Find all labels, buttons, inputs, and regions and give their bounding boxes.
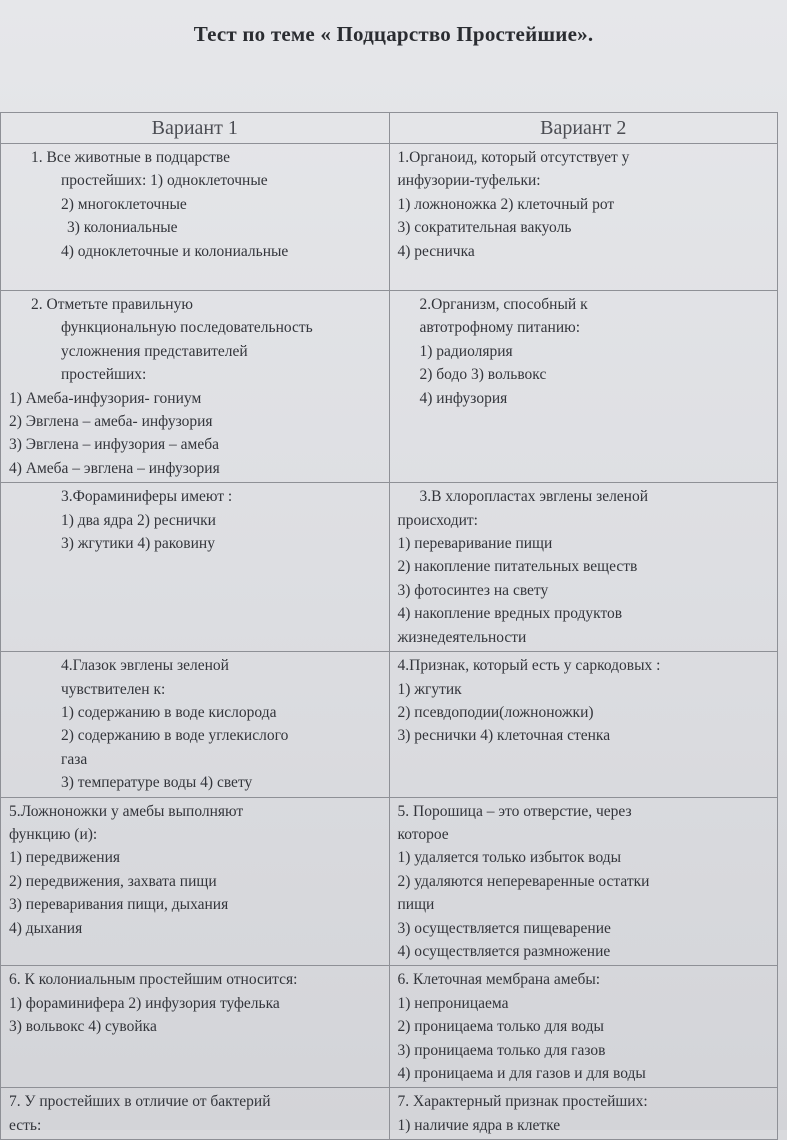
question-line: функцию (и): (9, 825, 98, 843)
variant-1-cell (1, 652, 390, 797)
question-line: 2.Организм, способный к (419, 296, 588, 313)
question-line: 1) радиолярия (419, 342, 513, 360)
test-table (0, 112, 778, 1140)
question-line: жизнедеятельности (397, 628, 527, 646)
question-line: 3.Фораминиферы имеют : (61, 488, 233, 506)
page-title: Тест по теме « Подцарство Простейшие». (193, 22, 594, 46)
question-line: 2) проницаема только для воды (397, 1018, 604, 1036)
question-line: газа (61, 750, 88, 768)
question-line: 1) переваривание пищи (397, 535, 553, 553)
question-line: 6. Клеточная мембрана амебы: (397, 971, 601, 989)
question-line: функциональную последовательность (61, 319, 313, 337)
variant-2-header: Вариант 2 (389, 113, 778, 144)
question-line: 2. Отметьте правильную (31, 296, 193, 313)
question-line: 1) непроницаема (397, 994, 509, 1012)
question-line: 4) ресничка (397, 242, 475, 260)
question-line: 3) жгутики 4) раковину (61, 535, 215, 553)
question-line: 7. У простейших в отличие от бактерий (9, 1093, 271, 1111)
variant-1-cell (1, 966, 390, 1088)
question-line: 1) жгутик (397, 680, 462, 698)
question-line: автотрофному питанию: (419, 319, 581, 337)
question-line: 3) колониальные (67, 219, 178, 237)
variant-2-cell (389, 797, 778, 966)
variant-1-cell (1, 483, 390, 652)
question-line: 3) осуществляется пищеварение (397, 919, 611, 937)
question-line: 1) передвижения (9, 849, 120, 867)
question-line: чувствителен к: (61, 680, 166, 698)
question-line: 1) содержанию в воде кислорода (61, 703, 277, 721)
question-line: 2) удаляются непереваренные остатки (397, 872, 650, 890)
question-line: 2) псевдоподии(ложноножки) (397, 703, 594, 721)
question-line: 1) Амеба-инфузория- гониум (9, 389, 202, 407)
question-row (1, 483, 778, 652)
question-row (1, 144, 778, 291)
question-line: 5.Ложноножки у амебы выполняют (9, 802, 244, 820)
question-line: 2) многоклеточные (61, 195, 187, 213)
question-line: пищи (397, 896, 435, 914)
question-line: 7. Характерный признак простейших: (397, 1093, 648, 1111)
question-line: которое (397, 825, 449, 843)
question-line: происходит: (397, 511, 478, 529)
variant-2-cell (389, 652, 778, 797)
question-line: 3) проницаема только для газов (397, 1041, 606, 1059)
question-line: 2) бодо 3) вольвокс (419, 366, 547, 384)
question-line: 2) накопление питательных веществ (397, 558, 638, 576)
question-line: 2) Эвглена – амеба- инфузория (9, 413, 213, 431)
question-line: 4.Признак, который есть у саркодовых : (397, 657, 661, 675)
question-line: 4) накопление вредных продуктов (397, 605, 623, 623)
variant-2-cell (389, 144, 778, 291)
variant-2-cell (389, 483, 778, 652)
variant-1-cell (1, 1088, 390, 1140)
question-line: 4) осуществляется размножение (397, 942, 611, 960)
question-row (1, 966, 778, 1088)
variant-2-cell (389, 1088, 778, 1140)
question-line: 3) температуре воды 4) свету (61, 774, 253, 792)
question-line: 4) инфузория (419, 389, 508, 407)
question-row (1, 291, 778, 483)
variant-1-cell (1, 797, 390, 966)
variant-2-cell (389, 966, 778, 1088)
variant-1-cell (1, 291, 390, 483)
question-line: 6. К колониальным простейшим относится: (9, 971, 298, 989)
question-line: 1) фораминифера 2) инфузория туфелька (9, 994, 280, 1012)
question-line: 4.Глазок эвглены зеленой (61, 657, 229, 675)
variant-2-cell (389, 291, 778, 483)
question-line: 4) проницаема и для газов и для воды (397, 1065, 646, 1082)
question-line: 1) два ядра 2) реснички (61, 511, 216, 529)
question-line: 2) содержанию в воде углекислого (61, 727, 289, 745)
question-line: 3) сократительная вакуоль (397, 219, 572, 237)
question-line: 3) вольвокс 4) сувойка (9, 1018, 157, 1036)
question-line: 3.В хлоропластах эвглены зеленой (419, 488, 649, 506)
question-row (1, 1088, 778, 1140)
question-line: 3) Эвглена – инфузория – амеба (9, 436, 219, 454)
question-line: 4) дыхания (9, 919, 83, 937)
question-line: простейших: (61, 366, 147, 384)
question-line: 5. Порошица – это отверстие, через (397, 802, 632, 820)
question-line: 1. Все животные в подцарстве (31, 149, 231, 166)
question-row (1, 797, 778, 966)
question-line: есть: (9, 1116, 42, 1134)
variant-1-header: Вариант 1 (1, 113, 390, 144)
question-line: 4) одноклеточные и колониальные (61, 242, 289, 260)
question-line: усложнения представителей (61, 342, 248, 360)
question-line: 1) ложноножка 2) клеточный рот (397, 195, 615, 213)
question-line: 1) удаляется только избыток воды (397, 849, 622, 867)
question-line: 1.Органоид, который отсутствует у (397, 149, 630, 166)
question-line: 3) переваривания пищи, дыхания (9, 896, 229, 914)
question-line: 2) передвижения, захвата пищи (9, 872, 217, 890)
question-line: 1) наличие ядра в клетке (397, 1116, 561, 1134)
question-line: 4) Амеба – эвглена – инфузория (9, 459, 220, 477)
question-row (1, 652, 778, 797)
header-row (1, 113, 778, 144)
question-line: 3) фотосинтез на свету (397, 581, 549, 599)
question-line: инфузории-туфельки: (397, 172, 541, 190)
question-line: 3) реснички 4) клеточная стенка (397, 727, 611, 745)
question-line: простейших: 1) одноклеточные (61, 172, 268, 190)
variant-1-cell (1, 144, 390, 291)
